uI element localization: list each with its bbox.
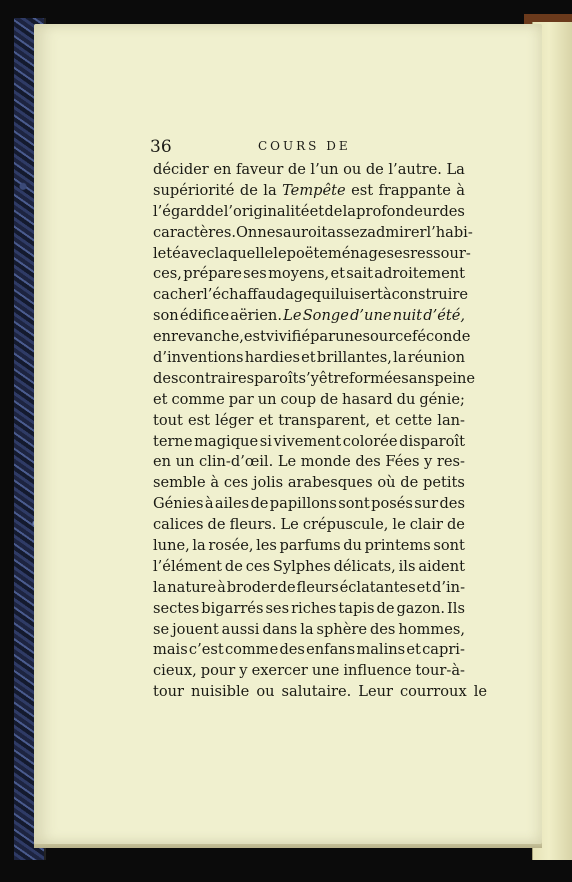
word: du — [396, 390, 416, 408]
word: poëte — [286, 244, 328, 262]
word: de — [324, 202, 343, 220]
word: et — [309, 202, 325, 220]
word: nuit — [392, 307, 423, 325]
word: lune, — [153, 537, 190, 555]
word: léger — [215, 411, 254, 429]
word: pour — [200, 662, 236, 680]
word: Leur — [358, 683, 393, 701]
text-line — [153, 306, 465, 327]
word: courroux — [399, 683, 467, 701]
word: fleurs. — [229, 516, 277, 534]
word: coup — [280, 390, 317, 408]
word: de — [224, 557, 243, 575]
word: ces — [223, 474, 249, 492]
word: les — [256, 537, 277, 555]
word: réunion — [407, 349, 465, 367]
word: délicats, — [333, 557, 396, 575]
word: brillantes, — [316, 349, 392, 367]
word: d’in- — [432, 578, 465, 596]
word: jolis — [252, 474, 284, 492]
word: aërien. — [230, 307, 282, 325]
word: source — [362, 328, 412, 346]
word: sans — [401, 369, 435, 387]
word: nuisible — [191, 683, 250, 701]
word: l’élément — [153, 557, 222, 575]
word: contraires — [178, 369, 255, 387]
text-line — [153, 494, 465, 515]
word: de — [277, 578, 296, 596]
word: sur — [414, 495, 439, 513]
word: de — [250, 495, 269, 513]
word: ou — [343, 161, 362, 178]
word: posés — [371, 495, 413, 513]
word: de — [287, 161, 306, 178]
word: leté — [153, 244, 181, 262]
text-line — [153, 181, 465, 202]
word: On — [235, 223, 258, 241]
word: formée — [348, 369, 402, 387]
word: res- — [436, 453, 465, 471]
word: la — [342, 202, 356, 220]
text-line — [153, 599, 465, 620]
word: terne — [153, 432, 193, 450]
word: Ils — [447, 599, 465, 617]
word: clin-d’œil. — [199, 453, 274, 471]
word: enfans — [306, 641, 356, 659]
word: et — [258, 411, 274, 429]
page-number: 36 — [150, 137, 172, 157]
word: et — [375, 411, 390, 429]
word: arabesques — [287, 474, 373, 492]
word: admirer — [367, 223, 427, 241]
word: comme — [224, 641, 279, 659]
text-line — [153, 661, 465, 682]
word: génie; — [419, 390, 465, 408]
word: Le — [277, 453, 297, 471]
word: s’y — [298, 369, 319, 387]
word: Le — [280, 516, 299, 534]
word: des — [369, 620, 396, 638]
word: édifice — [179, 307, 230, 325]
word: adroitement — [374, 265, 465, 283]
word: et — [330, 265, 345, 283]
word: bigarrés — [201, 599, 264, 617]
word: des — [439, 495, 465, 513]
word: à — [382, 286, 392, 304]
word: petits — [423, 474, 465, 492]
word: de — [446, 516, 465, 534]
word: l’habi- — [426, 223, 473, 241]
word: printems — [364, 537, 431, 555]
word: l’égard — [153, 202, 206, 220]
word: faveur — [235, 161, 284, 178]
word: construire — [391, 286, 468, 304]
word: être — [318, 369, 349, 387]
word: supériorité — [153, 181, 235, 199]
word: tout — [153, 411, 183, 429]
word: cacher — [153, 286, 204, 304]
text-line — [153, 620, 465, 641]
word: et — [406, 641, 421, 659]
word: capri- — [422, 641, 465, 659]
word: cette — [394, 411, 433, 429]
word: paroît — [254, 369, 299, 387]
word: mais — [153, 641, 188, 659]
text-line — [153, 223, 473, 244]
text-line — [153, 327, 471, 348]
word: l’originalité — [223, 202, 310, 220]
word: de — [365, 161, 384, 178]
word: à — [217, 578, 226, 596]
word: parfums — [279, 537, 341, 555]
word: et — [301, 349, 316, 367]
word: tapis — [338, 599, 375, 617]
word: un — [257, 390, 277, 408]
word: la — [192, 537, 206, 555]
word: cieux, — [153, 662, 197, 680]
word: frappante — [378, 181, 451, 199]
word: ses — [386, 244, 411, 262]
word: et — [416, 578, 432, 596]
text-line — [153, 264, 465, 285]
word: décider — [153, 161, 209, 178]
word: ces — [245, 557, 271, 575]
running-head: COURS DE — [258, 139, 351, 153]
text-line — [153, 244, 471, 265]
word: sauroit — [275, 223, 328, 241]
word: des — [355, 453, 381, 471]
word: de — [400, 474, 419, 492]
word: c’est — [188, 641, 224, 659]
word: sont — [338, 495, 370, 513]
word: prépare — [183, 265, 242, 283]
word: revanche, — [171, 328, 244, 346]
word: une — [311, 662, 340, 680]
word: est — [188, 411, 211, 429]
word: sait — [346, 265, 373, 283]
word: des — [153, 369, 179, 387]
word: assez — [327, 223, 368, 241]
word: profondeur — [356, 202, 440, 220]
word: la — [263, 181, 277, 199]
word: vivement — [273, 432, 342, 450]
word: des — [439, 202, 465, 220]
word: riches — [291, 599, 337, 617]
word: l’autre. — [388, 161, 442, 178]
word: par — [310, 328, 336, 346]
word: d’été, — [423, 307, 465, 325]
word: de — [320, 390, 339, 408]
text-line — [153, 411, 465, 432]
word: clair — [409, 516, 443, 534]
body-text — [153, 160, 487, 703]
text-line — [153, 557, 465, 578]
word: sphère — [316, 620, 367, 638]
word: ces, — [153, 265, 182, 283]
word: Sylphes — [272, 557, 331, 575]
word: ressour- — [410, 244, 471, 262]
word: comme — [171, 390, 225, 408]
word: de — [205, 202, 224, 220]
word: Le — [283, 307, 302, 325]
word: sectes — [153, 599, 200, 617]
word: magique — [194, 432, 259, 450]
word: par — [228, 390, 254, 408]
word: le — [473, 683, 487, 701]
word: la — [393, 349, 407, 367]
word: Fées — [385, 453, 420, 471]
word: en — [153, 328, 172, 346]
word: se — [153, 620, 170, 638]
word: gazon. — [396, 599, 446, 617]
text-line — [153, 160, 465, 181]
word: papillons — [269, 495, 337, 513]
word: moyens, — [268, 265, 330, 283]
text-line — [153, 452, 465, 473]
text-line — [153, 390, 465, 411]
word: à — [210, 474, 220, 492]
word: tour — [153, 683, 185, 701]
word: de — [239, 181, 258, 199]
word: ménage — [327, 244, 387, 262]
text-line — [153, 640, 465, 661]
text-line — [153, 432, 465, 453]
word: salutaire. — [281, 683, 352, 701]
word: Songe — [302, 307, 349, 325]
word: à — [456, 181, 465, 199]
word: dans — [262, 620, 298, 638]
word: qui — [311, 286, 336, 304]
word: peine — [434, 369, 476, 387]
word: la — [300, 620, 314, 638]
page-header — [150, 137, 470, 157]
word: l’échaffaudage — [203, 286, 312, 304]
word: est — [243, 328, 266, 346]
word: aident — [418, 557, 465, 575]
word: le — [273, 244, 287, 262]
word: ne — [257, 223, 276, 241]
text-line — [153, 536, 465, 557]
text-line — [153, 369, 476, 390]
word: crépuscule, — [302, 516, 389, 534]
word: féconde — [412, 328, 471, 346]
word: si — [259, 432, 272, 450]
word: transparent, — [278, 411, 371, 429]
text-line — [153, 515, 465, 536]
word: aussi — [221, 620, 260, 638]
word: jouent — [172, 620, 219, 638]
word: l’un — [310, 161, 339, 178]
word: broder — [226, 578, 277, 596]
word: y — [239, 662, 248, 680]
word: influence — [343, 662, 412, 680]
word: un — [175, 453, 195, 471]
word: nature — [167, 578, 217, 596]
word: en — [153, 453, 172, 471]
word: et — [153, 390, 168, 408]
word: une — [335, 328, 363, 346]
word: du — [343, 537, 362, 555]
word: où — [377, 474, 396, 492]
word: ils — [398, 557, 416, 575]
word: exercer — [251, 662, 308, 680]
word: hardies — [244, 349, 300, 367]
word: d’inventions — [153, 349, 244, 367]
word: la — [153, 578, 167, 596]
text-line — [153, 682, 487, 703]
word: monde — [300, 453, 351, 471]
text-line — [153, 285, 468, 306]
text-line — [153, 473, 465, 494]
word: tour-à- — [415, 662, 465, 680]
word: y — [424, 453, 433, 471]
word: son — [153, 307, 179, 325]
word: est — [351, 181, 374, 199]
word: avec — [180, 244, 215, 262]
word: ses — [243, 265, 267, 283]
word: ailes — [214, 495, 250, 513]
word: disparoît — [399, 432, 465, 450]
word: ses — [265, 599, 290, 617]
word: vivifié — [265, 328, 311, 346]
word: lan- — [437, 411, 465, 429]
text-line — [153, 348, 465, 369]
word: lui — [335, 286, 354, 304]
word: fleurs — [296, 578, 339, 596]
word: Tempête — [282, 181, 346, 199]
word: en — [213, 161, 232, 178]
word: éclatantes — [339, 578, 416, 596]
word: sert — [353, 286, 383, 304]
word: malins — [356, 641, 406, 659]
word: laquelle — [214, 244, 274, 262]
word: des — [279, 641, 305, 659]
word: ou — [256, 683, 275, 701]
word: le — [392, 516, 406, 534]
word: hommes, — [398, 620, 465, 638]
word: Génies — [153, 495, 204, 513]
text-line — [153, 202, 465, 223]
word: sont — [433, 537, 465, 555]
word: à — [204, 495, 214, 513]
word: caractères. — [153, 223, 236, 241]
word: d’une — [350, 307, 392, 325]
word: hasard — [342, 390, 393, 408]
word: de — [207, 516, 226, 534]
word: semble — [153, 474, 206, 492]
text-line — [153, 578, 465, 599]
word: colorée — [342, 432, 398, 450]
word: rosée, — [208, 537, 254, 555]
word: de — [376, 599, 395, 617]
word: calices — [153, 516, 204, 534]
word: La — [446, 161, 465, 178]
